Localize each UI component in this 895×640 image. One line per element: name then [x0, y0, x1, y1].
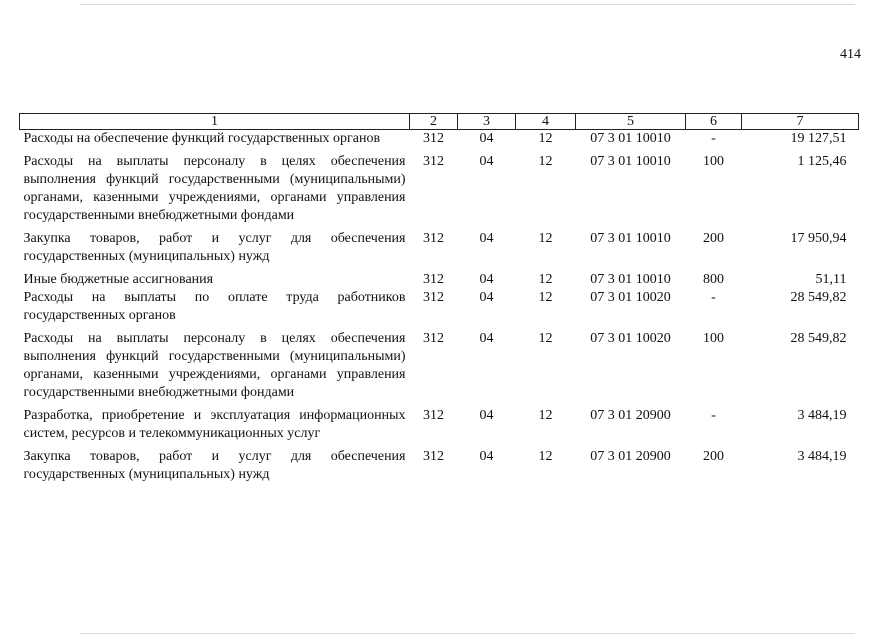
row-name: Расходы на выплаты персоналу в целях обеспечения выполнения функций государственными (муниципальными) органами, казенными учреждениями, органами управления государственными внебюджетными фондами: [23, 154, 406, 223]
row-c7: 51,11: [815, 272, 847, 287]
row-c3: 04: [479, 231, 494, 246]
row-c7: 28 549,82: [790, 331, 847, 346]
row-c3: 04: [479, 131, 494, 146]
row-c5: 07 3 01 10020: [590, 290, 671, 305]
row-c6: -: [711, 290, 716, 305]
scan-bottom-edge: [80, 633, 855, 634]
table-header-row: [20, 114, 859, 130]
row-c5: 07 3 01 10010: [590, 231, 671, 246]
row-c3: 04: [479, 331, 494, 346]
row-c3: 04: [479, 408, 494, 423]
row-c6: -: [711, 408, 716, 423]
table-row: [20, 271, 859, 289]
row-c2: 312: [423, 154, 444, 169]
table-row: [20, 130, 859, 154]
row-c4: 12: [538, 131, 553, 146]
row-c7: 19 127,51: [790, 131, 847, 146]
row-c7: 3 484,19: [797, 449, 847, 464]
row-c2: 312: [423, 131, 444, 146]
row-c7: 28 549,82: [790, 290, 847, 305]
row-c5: 07 3 01 10010: [590, 272, 671, 287]
row-c3: 04: [479, 272, 494, 287]
row-c2: 312: [423, 331, 444, 346]
row-c2: 312: [423, 231, 444, 246]
budget-table: [19, 113, 859, 484]
row-c6: 200: [703, 231, 724, 246]
row-c3: 04: [479, 290, 494, 305]
header-col-4: 4: [516, 114, 576, 130]
row-c6: -: [711, 131, 716, 146]
row-c4: 12: [538, 272, 553, 287]
row-name: Разработка, приобретение и эксплуатация информационных систем, ресурсов и телекоммуникационных услуг: [23, 408, 406, 441]
header-col-7: 7: [742, 114, 859, 130]
row-c6: 100: [703, 154, 724, 169]
row-c4: 12: [538, 408, 553, 423]
table-row: [20, 330, 859, 407]
row-c6: 100: [703, 331, 724, 346]
table-row: [20, 407, 859, 448]
row-c4: 12: [538, 449, 553, 464]
row-name: Расходы на обеспечение функций государственных органов: [23, 131, 381, 146]
row-name: Иные бюджетные ассигнования: [23, 272, 214, 287]
scan-top-edge: [80, 4, 855, 5]
row-c2: 312: [423, 449, 444, 464]
row-c4: 12: [538, 290, 553, 305]
table-row: [20, 448, 859, 484]
row-name: Расходы на выплаты персоналу в целях обеспечения выполнения функций государственными (муниципальными) органами, казенными учреждениями, органами управления государственными внебюджетными фондами: [23, 331, 406, 400]
row-c4: 12: [538, 231, 553, 246]
header-col-2: 2: [410, 114, 458, 130]
row-c2: 312: [423, 408, 444, 423]
row-c2: 312: [423, 272, 444, 287]
row-c7: 3 484,19: [797, 408, 847, 423]
row-c3: 04: [479, 449, 494, 464]
row-c6: 800: [703, 272, 724, 287]
row-c2: 312: [423, 290, 444, 305]
row-c6: 200: [703, 449, 724, 464]
row-name: Расходы на выплаты по оплате труда работников государственных органов: [23, 290, 406, 323]
row-name: Закупка товаров, работ и услуг для обеспечения государственных (муниципальных) нужд: [23, 231, 406, 264]
row-c5: 07 3 01 10020: [590, 331, 671, 346]
row-c5: 07 3 01 10010: [590, 131, 671, 146]
header-col-6: 6: [686, 114, 742, 130]
page-number: 414: [840, 47, 861, 62]
row-c4: 12: [538, 154, 553, 169]
row-c5: 07 3 01 10010: [590, 154, 671, 169]
header-col-5: 5: [576, 114, 686, 130]
row-c5: 07 3 01 20900: [590, 408, 671, 423]
row-c4: 12: [538, 331, 553, 346]
header-col-1: 1: [20, 114, 410, 130]
row-c7: 17 950,94: [790, 231, 847, 246]
table-row: [20, 230, 859, 271]
row-c5: 07 3 01 20900: [590, 449, 671, 464]
row-name: Закупка товаров, работ и услуг для обеспечения государственных (муниципальных) нужд: [23, 449, 406, 482]
row-c3: 04: [479, 154, 494, 169]
table-row: [20, 289, 859, 330]
row-c7: 1 125,46: [797, 154, 847, 169]
table-row: [20, 153, 859, 230]
header-col-3: 3: [458, 114, 516, 130]
